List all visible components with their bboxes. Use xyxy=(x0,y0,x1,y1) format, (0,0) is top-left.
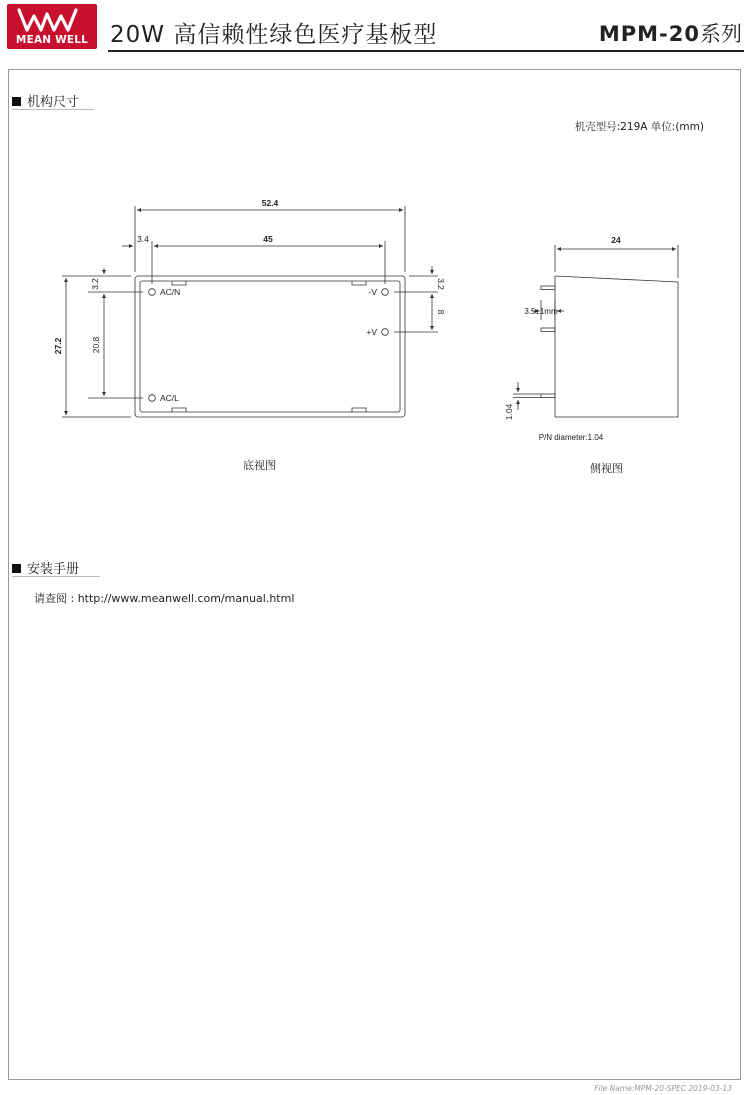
section-heading-installation xyxy=(12,558,100,577)
pin-label-pos-v: +V xyxy=(366,327,377,337)
dim-label-pin-length: 3.5±1mm xyxy=(524,307,558,316)
dim-label: 3.4 xyxy=(137,234,149,244)
pin-pos-v xyxy=(382,329,389,336)
side-pin xyxy=(541,286,555,290)
dim-label: 3.2 xyxy=(436,278,446,290)
notch xyxy=(352,408,366,412)
pin-acn xyxy=(149,289,156,296)
dim-label: 3.2 xyxy=(90,278,100,290)
notch xyxy=(172,408,186,412)
dim-label: 24 xyxy=(611,235,621,245)
dim-label: 27.2 xyxy=(53,337,63,355)
manual-reference xyxy=(34,590,294,606)
bottom-view-inner-outline xyxy=(140,281,400,412)
dim-label: 8 xyxy=(436,309,446,315)
bottom-view-caption: 底视图 xyxy=(243,459,276,472)
pin-diameter-note: P/N diameter:1.04 xyxy=(538,433,604,442)
pin-label-acl: AC/L xyxy=(160,393,179,403)
manual-prefix: 请查阅 : xyxy=(34,592,78,605)
page-title: 20W 高信赖性绿色医疗基板型 xyxy=(110,22,438,48)
series-model: MPM-20 xyxy=(598,22,700,46)
side-view-caption: 侧视图 xyxy=(590,462,623,475)
section-title: 安装手册 xyxy=(27,562,80,577)
section-title: 机构尺寸 xyxy=(27,95,80,110)
notch xyxy=(352,281,366,285)
manual-link[interactable]: http://www.meanwell.com/manual.html xyxy=(77,592,295,605)
dim-label: 52.4 xyxy=(261,198,279,208)
dim-label: 1.04 xyxy=(504,403,514,421)
pin-acl xyxy=(149,395,156,402)
series-suffix: 系列 xyxy=(700,22,742,46)
side-pin xyxy=(541,328,555,332)
case-info: 机壳型号:219A 单位:(mm) xyxy=(574,121,704,133)
dim-label: 20.8 xyxy=(91,336,101,354)
side-pin xyxy=(541,394,555,398)
pin-label-acn: AC/N xyxy=(160,287,181,297)
footer-file-name: File Name:MPM-20-SPEC 2019-03-13 xyxy=(594,1084,732,1093)
dim-label: 45 xyxy=(263,234,273,244)
logo-text: MEAN WELL xyxy=(15,34,89,46)
notch xyxy=(172,281,186,285)
pin-label-neg-v: -V xyxy=(368,287,377,297)
side-view-outline xyxy=(555,276,678,417)
pin-neg-v xyxy=(382,289,389,296)
bullet-square xyxy=(12,564,21,573)
